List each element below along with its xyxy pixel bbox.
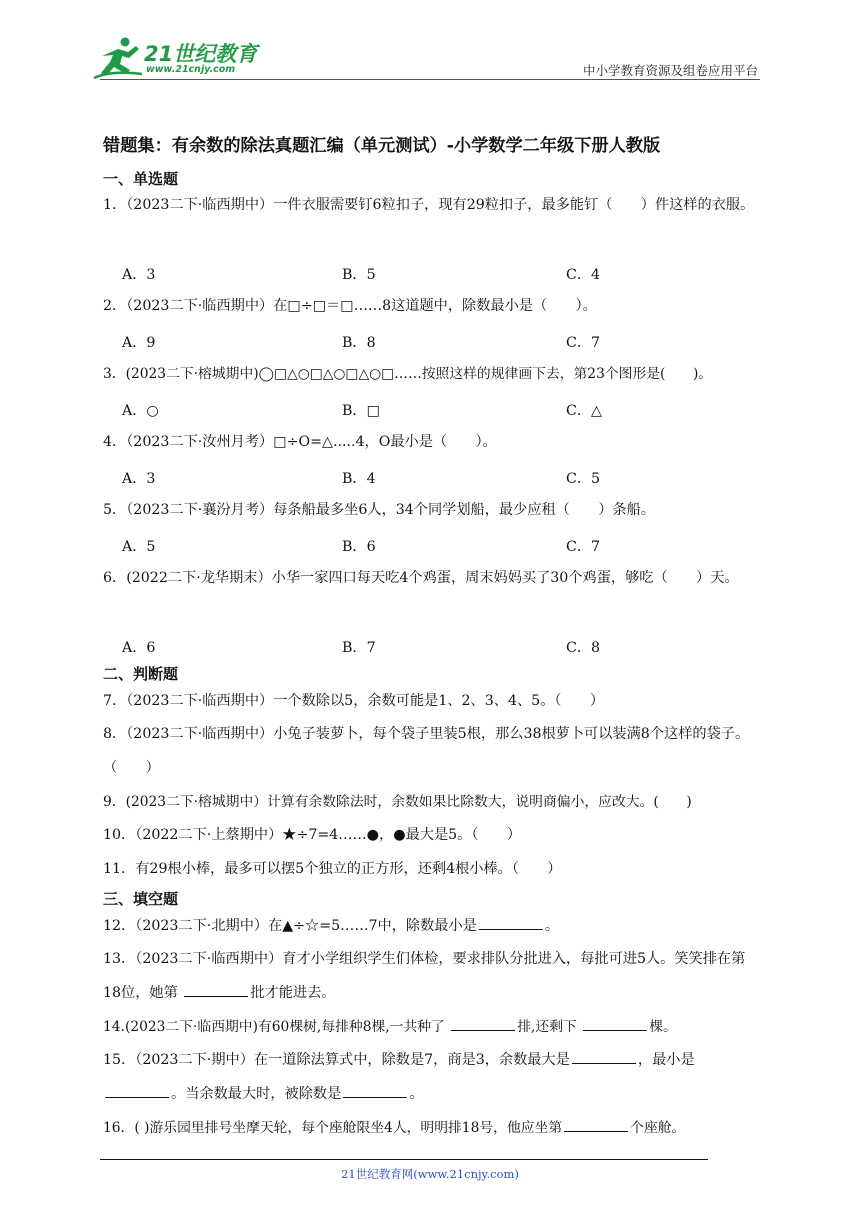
question-text: 棵。 [649, 1019, 677, 1035]
option-b: B．8 [342, 335, 376, 351]
option-a: A．○ [122, 403, 159, 419]
question-text: ，最小是 [637, 1052, 695, 1068]
answer-blank[interactable] [184, 982, 248, 997]
question-2-options [122, 332, 722, 352]
runner-icon [92, 34, 148, 82]
question-1: 1．（2023二下·临西期中）一件衣服需要钉6粒扣子，现有29粒扣子，最多能钉（ ）件这样的衣服。 [103, 197, 755, 213]
question-text: 14.(2023二下·临西期中)有60棵树,每排种8棵,一共种了 [103, 1019, 450, 1035]
question-text: 。 [544, 918, 560, 934]
option-c: C．7 [566, 539, 601, 555]
option-c: C．7 [566, 335, 601, 351]
option-c: C．5 [566, 471, 601, 487]
option-a: A．3 [122, 267, 156, 283]
answer-blank[interactable] [564, 1117, 628, 1132]
header-divider [100, 79, 760, 80]
logo-url: www.21cnjy.com [146, 64, 236, 75]
answer-blank[interactable] [451, 1016, 515, 1031]
option-b: B．7 [342, 640, 376, 656]
section-heading: 一、单选题 [103, 170, 179, 188]
question-10: 10．（2022二下·上蔡期中）★÷7=4……●，●最大是5。（ ） [103, 827, 522, 843]
option-c: C．△ [566, 403, 602, 419]
question-text: 15．（2023二下·期中）在一道除法算式中，除数是7，商是3，余数最大是 [103, 1052, 570, 1068]
question-7: 7．（2023二下·临西期中）一个数除以5，余数可能是1、2、3、4、5。（ ） [103, 693, 605, 709]
question-text: 排,还剩下 [517, 1019, 582, 1035]
question-8: 8．（2023二下·临西期中）小兔子装萝卜，每个袋子里装5根，那么38根萝卜可以装满8个这样的袋子。（ ） [103, 726, 750, 776]
answer-blank[interactable] [583, 1016, 647, 1031]
question-1-options [122, 264, 722, 284]
question-text: 12．（2023二下·北期中）在▲÷☆=5……7中，除数最小是 [103, 918, 477, 934]
question-2: 2．（2023二下·临西期中）在□÷□＝□……8这道题中，除数最小是（ ）。 [103, 298, 597, 314]
question-14 [103, 1010, 760, 1044]
question-text: 。当余数最大时，被除数是 [171, 1086, 342, 1102]
question-5-options [122, 536, 722, 556]
question-15 [103, 1043, 760, 1111]
answer-blank[interactable] [105, 1083, 169, 1098]
option-a: A．3 [122, 471, 156, 487]
page-header [0, 0, 860, 90]
question-4-options [122, 468, 722, 488]
logo-text: 21世纪教育 [144, 42, 258, 66]
question-3: 3．(2023二下·榕城期中)◯□△○□△○□△○□……按照这样的规律画下去，第23个图形是( )。 [103, 366, 713, 382]
option-c: C．8 [566, 640, 601, 656]
option-b: B．6 [342, 539, 376, 555]
question-text: 。 [409, 1086, 424, 1102]
question-6-options [122, 637, 722, 657]
option-b: B．4 [342, 471, 376, 487]
option-b: B．□ [342, 403, 381, 419]
option-a: A．9 [122, 335, 156, 351]
question-5: 5．（2023二下·襄汾月考）每条船最多坐6人，34个同学划船，最少应租（ ）条船。 [103, 502, 655, 518]
footer-divider [100, 1159, 708, 1160]
option-b: B．5 [342, 267, 376, 283]
answer-blank[interactable] [479, 915, 543, 930]
option-c: C．4 [566, 267, 601, 283]
site-name: 中小学教育资源及组卷应用平台 [582, 63, 758, 78]
question-9: 9．(2023二下·榕城期中）计算有余数除法时，余数如果比除数大，说明商偏小，应改大。( ) [103, 794, 692, 810]
question-16 [103, 1111, 760, 1145]
question-6: 6．(2022二下·龙华期末）小华一家四口每天吃4个鸡蛋，周末妈妈买了30个鸡蛋，够吃（ ）天。 [103, 570, 739, 586]
section-heading: 三、填空题 [103, 890, 179, 908]
question-text: 16．( )游乐园里排号坐摩天轮，每个座舱限坐4人，明明排18号，他应坐第 [103, 1120, 563, 1136]
answer-blank[interactable] [572, 1049, 636, 1064]
option-a: A．6 [122, 640, 156, 656]
question-11: 11．有29根小棒，最多可以摆5个独立的正方形，还剩4根小棒。（ ） [103, 861, 562, 877]
question-text: 批才能进去。 [250, 985, 336, 1001]
option-a: A．5 [122, 539, 156, 555]
question-3-options [122, 400, 722, 420]
answer-blank[interactable] [343, 1083, 407, 1098]
site-logo [92, 34, 262, 82]
page-footer[interactable]: 21世纪教育网(www.21cnjy.com) [341, 1167, 519, 1181]
question-13 [103, 942, 760, 1010]
document-title: 错题集：有余数的除法真题汇编（单元测试）-小学数学二年级下册人教版 [103, 136, 661, 156]
question-4: 4．（2023二下·汝州月考）□÷O=△.....4，O最小是（ ）。 [103, 434, 497, 450]
question-text: 13．（2023二下·临西期中）育才小学组织学生们体检，要求排队分批进入，每批可进5人。笑笑排在第18位，她第 [103, 951, 746, 1001]
question-text: 个座舱。 [630, 1120, 686, 1136]
question-12 [103, 909, 760, 943]
section-heading: 二、判断题 [103, 665, 179, 683]
